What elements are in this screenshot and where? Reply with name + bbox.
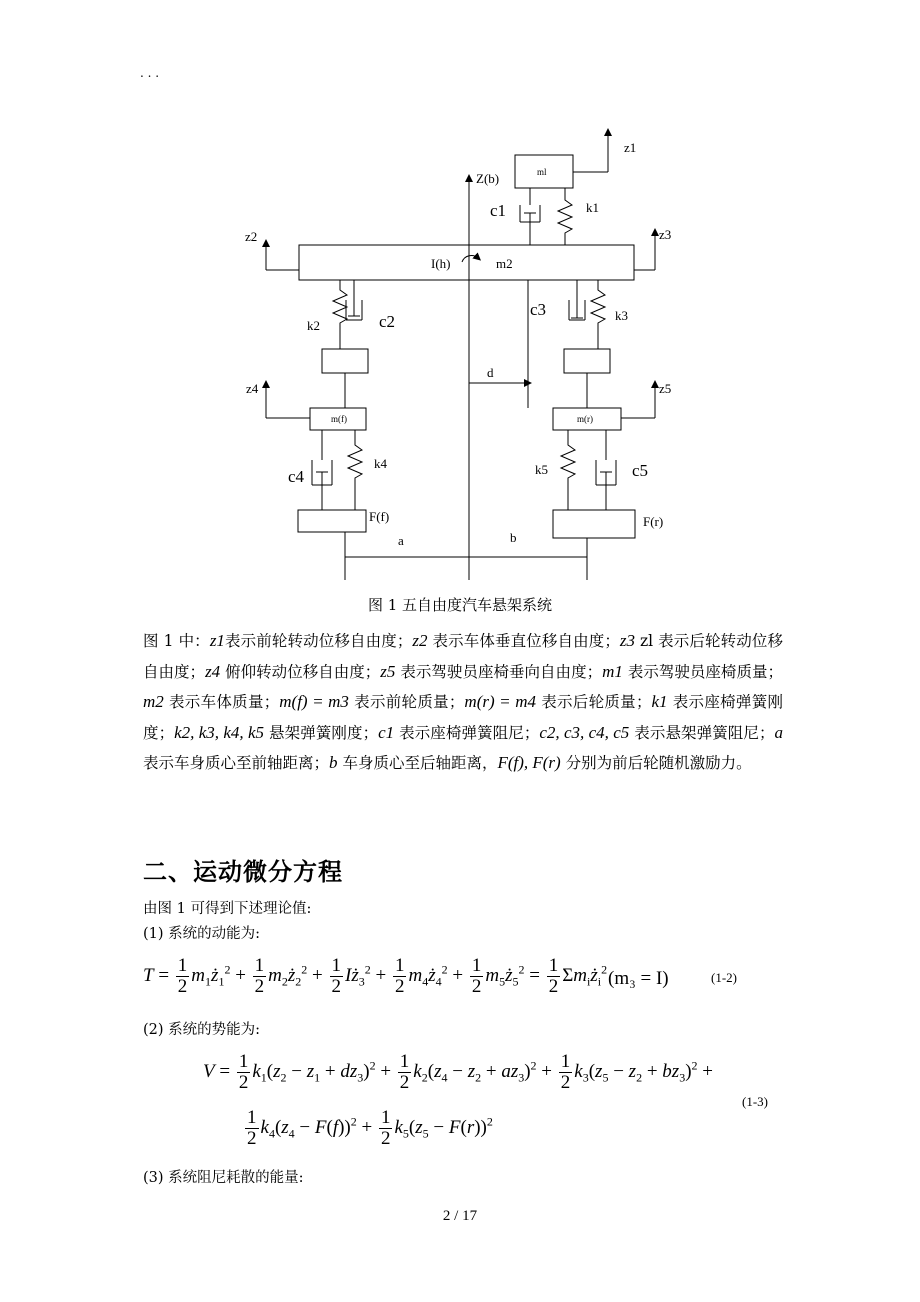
label-k4: k4 xyxy=(374,456,387,471)
label-ff: F(f) xyxy=(369,509,390,524)
label-z3: z3 xyxy=(659,227,672,242)
label-c3: c3 xyxy=(530,300,547,319)
description-paragraph: 图 1 中：z1表示前轮转动位移自由度；z2 表示车体垂直位移自由度；z3 zl 表示后轮转动位移自由度；z4 俯仰转动位移自由度；z5 表示驾驶员座椅垂向自由度；m1 表示驾驶员座椅质量；m2 表示车体质量；m(f) = m3 表示前轮质量；m(r) = m4 表示后轮质量；k1 表示座椅弹簧刚度；k2, k3, k4, k5 悬架弹簧刚度；c1 表示座椅弹簧阻尼；c2, c3, c4, c5 表示悬架弹簧阻尼；a 表示车身质心至前轴距离；b 车身质心至后轴距离，F(f), F(r) 分别为前后轮随机激励力。 xyxy=(143,631,783,772)
page-number: 2 / 17 xyxy=(442,1208,478,1224)
intro-line: 由图 1 可得到下述理论值: xyxy=(143,901,312,917)
label-z2: z2 xyxy=(245,229,258,244)
item-1: (1) 系统的动能为: xyxy=(143,926,261,942)
label-z4: z4 xyxy=(246,381,259,396)
equation-1-3-line2: $\frac{1}{2}$ $k_4(z_4 - F(f))^2$ + $\frac{1}{2}$ $k_5(z_5 - F(r))^2$ xyxy=(247,1107,493,1149)
label-z5: z5 xyxy=(659,381,672,396)
label-b: b xyxy=(510,530,517,545)
section-title: 二、运动微分方程 xyxy=(143,857,343,886)
label-k3: k3 xyxy=(615,308,628,323)
label-c4: c4 xyxy=(288,467,305,486)
header-marks: . . . xyxy=(140,66,160,80)
car-body xyxy=(299,245,634,280)
front-tire xyxy=(298,510,366,532)
label-fr: F(r) xyxy=(643,514,664,529)
label-ih: I(h) xyxy=(431,256,451,271)
label-mr: m(r) xyxy=(577,414,593,424)
label-c2: c2 xyxy=(379,312,396,331)
label-c5: c5 xyxy=(632,461,649,480)
rear-tire xyxy=(553,510,635,538)
label-k5: k5 xyxy=(535,462,548,477)
label-d: d xyxy=(487,365,494,380)
label-a: a xyxy=(398,533,404,548)
figure-caption: 图 1 五自由度汽车悬架系统 xyxy=(367,596,553,614)
label-c1: c1 xyxy=(490,201,507,220)
item-2: (2) 系统的势能为: xyxy=(143,1022,261,1038)
label-k2: k2 xyxy=(307,318,320,333)
equation-1-2: T = $\frac{1}{2}$ $m_1ż_1^2$ + $\frac{1}{2}$ $m_2ż_2^2$ + $\frac{1}{2}$ $Iż_3^2$ + $\frac{1}{2}$ $m_4ż_4^2$ + $\frac{1}{2}$ $m_5ż_5^2$ = $\frac{1}{2}$ $\Sigma m_iż_i^2$ (m₃ = I) (1-2) xyxy=(143,955,737,997)
suspension-diagram xyxy=(0,0,920,600)
label-k1: k1 xyxy=(586,200,599,215)
item-3: (3) 系统阻尼耗散的能量: xyxy=(143,1170,304,1186)
eq-number-1-3: (1-3) xyxy=(742,1094,768,1109)
label-mf: m(f) xyxy=(331,414,347,424)
equation-1-3: V = $\frac{1}{2}$ $k_1(z_2 - z_1 + dz_3)^2$ + $\frac{1}{2}$ $k_2(z_4 - z_2 + az_3)^2$ + $\frac{1}{2}$ $k_3(z_5 - z_2 + bz_3)^2$ + xyxy=(203,1051,713,1093)
label-z1: z1 xyxy=(624,140,637,155)
label-zb: Z(b) xyxy=(476,171,500,186)
eq-number-1-2: (1-2) xyxy=(711,970,737,985)
label-m1: ml xyxy=(537,167,547,177)
label-m2: m2 xyxy=(496,256,513,271)
eq-condition: (m₃ = I) xyxy=(608,968,669,989)
